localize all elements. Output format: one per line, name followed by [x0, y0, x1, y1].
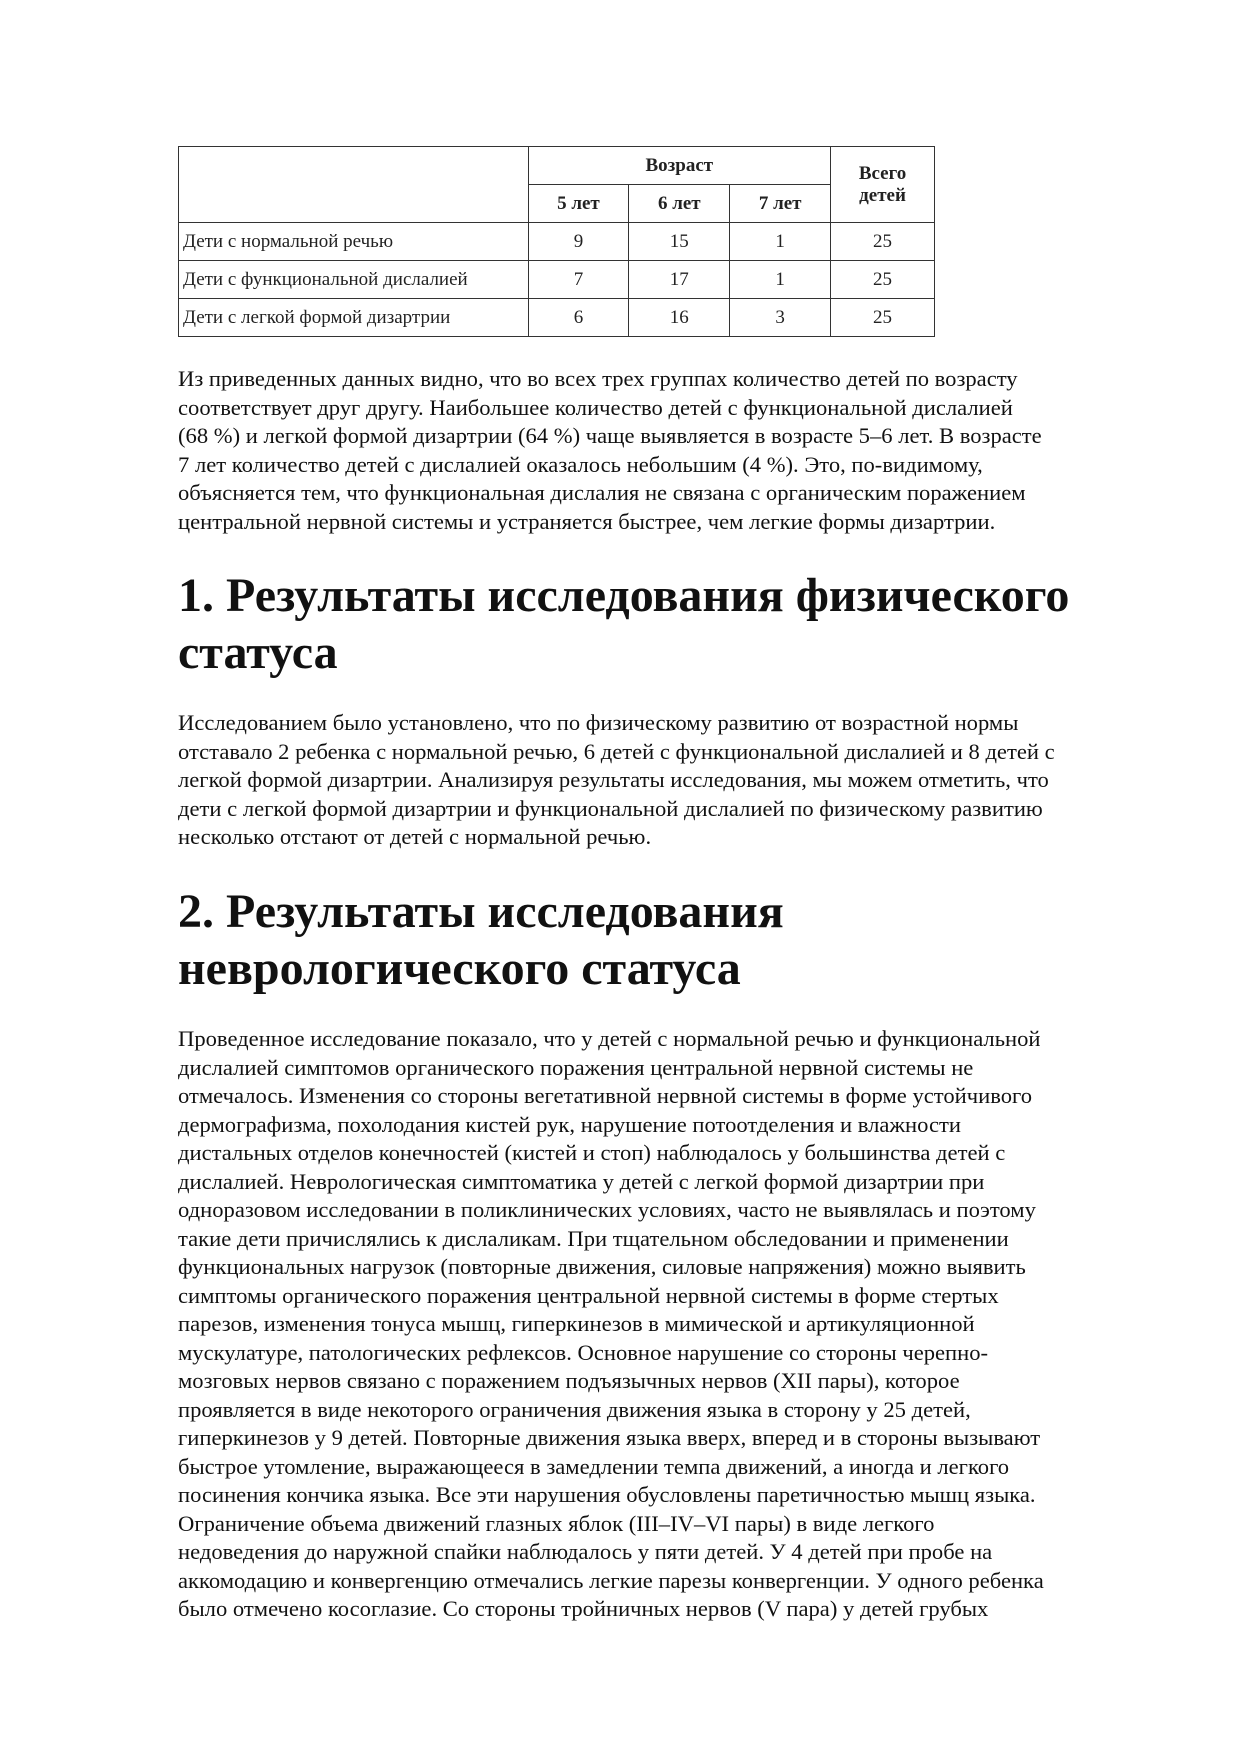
row-label: Дети с нормальной речью — [179, 223, 529, 261]
text-line: 7 лет количество детей с дислалией оказалось небольшим (4 %). Это, по-видимому, — [178, 451, 983, 477]
text-line: посинения кончика языка. Все эти нарушения обусловлены паретичностью мышц языка. — [178, 1482, 1036, 1507]
text-line: парезов, изменения тонуса мышц, гиперкинезов в мимической и артикуляционной — [178, 1311, 975, 1336]
cell-value: 9 — [528, 223, 629, 261]
text-line: гиперкинезов у 9 детей. Повторные движения языка вверх, вперед и в стороны вызывают — [178, 1425, 1041, 1450]
text-line: одноразовом исследовании в поликлинических условиях, часто не выявлялась и поэтому — [178, 1197, 1036, 1222]
row-label: Дети с функциональной дислалией — [179, 261, 529, 299]
heading-line: неврологического статуса — [178, 942, 741, 995]
text-line: мускулатуре, патологических рефлексов. Основное нарушение со стороны черепно- — [178, 1339, 989, 1365]
text-line: дети с легкой формой дизартрии и функциональной дислалией по физическому развитию — [178, 795, 1043, 821]
text-line: Исследованием было установлено, что по физическому развитию от возрастной нормы — [178, 710, 1019, 735]
text-line: центральной нервной системы и устраняется быстрее, чем легкие формы дизартрии. — [178, 508, 996, 534]
text-line: недоведения до наружной спайки наблюдалось у пяти детей. У 4 детей при пробе на — [178, 1539, 993, 1564]
table-row — [179, 223, 935, 261]
text-line: дермографизма, похолодания кистей рук, нарушение потоотделения и влажности — [178, 1111, 961, 1137]
text-line: такие дети причислялись к дислаликам. При тщательном обследовании и применении — [178, 1225, 1009, 1251]
text-line: быстрое утомление, выражающееся в замедлении темпа движений, а иногда и легкого — [178, 1453, 1010, 1479]
heading-line: 1. Результаты исследования физического — [178, 569, 1070, 622]
text-line: соответствует друг другу. Наибольшее количество детей с функциональной дислалией — [178, 394, 1013, 420]
text-line: (68 %) и легкой формой дизартрии (64 %) чаще выявляется в возрасте 5–6 лет. В возрасте — [178, 423, 1042, 448]
heading-physical-status — [178, 567, 1168, 681]
cell-value: 7 — [528, 261, 629, 299]
cell-total: 25 — [831, 299, 935, 337]
text-line: отмечалось. Изменения со стороны вегетативной нервной системы в форме устойчивого — [178, 1083, 1033, 1108]
text-line: легкой формой дизартрии. Анализируя результаты исследования, мы можем отметить, что — [178, 767, 1049, 792]
text-line: симптомы органического поражения центральной нервной системы в форме стертых — [178, 1282, 999, 1308]
header-age: Возраст — [528, 147, 831, 185]
cell-value: 1 — [730, 223, 831, 261]
cell-value: 16 — [629, 299, 730, 337]
cell-total: 25 — [831, 261, 935, 299]
text-line: Ограничение объема движений глазных яблок (III–IV–VI пары) в виде легкого — [178, 1510, 935, 1536]
header-age-6: 6 лет — [629, 185, 730, 223]
text-line: Проведенное исследование показало, что у детей с нормальной речью и функциональной — [178, 1026, 1041, 1051]
cell-value: 15 — [629, 223, 730, 261]
text-line: отставало 2 ребенка с нормальной речью, 6 детей с функциональной дислалией и 8 детей с — [178, 738, 1055, 764]
cell-value: 17 — [629, 261, 730, 299]
text-line: дислалией симптомов органического поражения центральной нервной системы не — [178, 1054, 974, 1080]
heading-line: 2. Результаты исследования — [178, 885, 784, 938]
text-line: дистальных отделов конечностей (кистей и стоп) наблюдалось у большинства детей с — [178, 1140, 1006, 1165]
table-corner-cell — [179, 147, 529, 223]
header-age-7: 7 лет — [730, 185, 831, 223]
text-line: проявляется в виде некоторого ограничения движения языка в сторону у 25 детей, — [178, 1396, 971, 1422]
paragraph-physical-status — [178, 709, 1168, 852]
paragraph-neurological-status — [178, 1025, 1168, 1624]
text-line: объясняется тем, что функциональная дислалия не связана с органическим поражением — [178, 480, 1026, 505]
cell-value: 1 — [730, 261, 831, 299]
text-line: несколько отстают от детей с нормальной речью. — [178, 824, 652, 849]
text-line: мозговых нервов связано с поражением подъязычных нервов (XII пары), которое — [178, 1368, 960, 1393]
cell-value: 6 — [528, 299, 629, 337]
text-line: дислалией. Неврологическая симптоматика у детей с легкой формой дизартрии при — [178, 1168, 985, 1194]
heading-line: статуса — [178, 626, 338, 679]
header-total: Всего детей — [831, 147, 935, 223]
row-label: Дети с легкой формой дизартрии — [179, 299, 529, 337]
table-row — [179, 261, 935, 299]
text-line: было отмечено косоглазие. Со стороны тройничных нервов (V пара) у детей грубых — [178, 1596, 989, 1621]
heading-neurological-status — [178, 883, 1168, 997]
cell-value: 3 — [730, 299, 831, 337]
text-line: функциональных нагрузок (повторные движения, силовые напряжения) можно выявить — [178, 1254, 1026, 1279]
cell-total: 25 — [831, 223, 935, 261]
text-line: Из приведенных данных видно, что во всех трех группах количество детей по возрасту — [178, 366, 1018, 391]
table-row — [179, 299, 935, 337]
paragraph-age-analysis — [178, 365, 1168, 536]
age-distribution-table — [178, 146, 935, 337]
header-age-5: 5 лет — [528, 185, 629, 223]
text-line: аккомодацию и конвергенцию отмечались легкие парезы конвергенции. У одного ребенка — [178, 1567, 1044, 1593]
